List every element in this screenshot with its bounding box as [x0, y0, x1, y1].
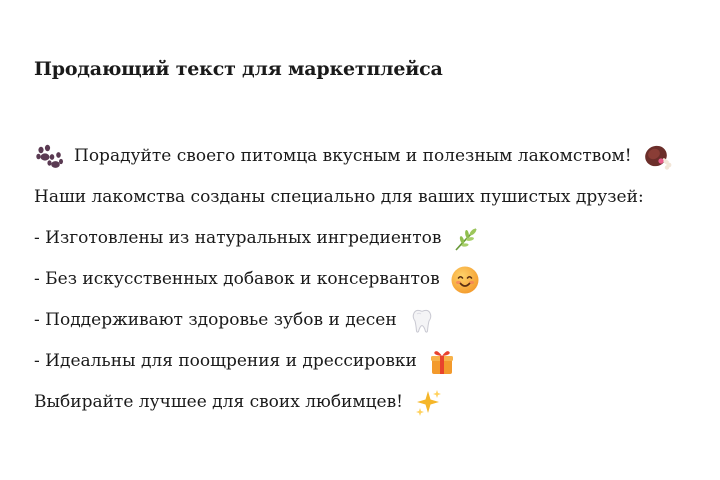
smiling-face-icon — [450, 265, 480, 295]
document-title: Продающий текст для маркетплейса — [34, 58, 443, 80]
text-line-label: Порадуйте своего питомца вкусным и полезным лакомством! — [74, 146, 632, 166]
text-line-label: Выбирайте лучшее для своих любимцев! — [34, 392, 404, 412]
text-line-subtitle — [34, 177, 714, 218]
list-item-label: - Поддерживают здоровье зубов и десен — [34, 310, 397, 330]
herb-icon — [451, 224, 481, 254]
meat-icon — [642, 142, 672, 172]
text-line-intro — [34, 136, 714, 177]
paw-prints-icon — [34, 142, 64, 172]
list-item-label: - Без искусственных добавок и консервантов — [34, 269, 440, 289]
list-item — [34, 218, 714, 259]
document-body — [34, 136, 714, 423]
list-item — [34, 341, 714, 382]
list-item — [34, 259, 714, 300]
gift-icon — [427, 347, 457, 377]
text-line-closing — [34, 382, 714, 423]
sparkles-icon — [413, 388, 443, 418]
list-item-label: - Изготовлены из натуральных ингредиентов — [34, 228, 442, 248]
tooth-icon — [407, 306, 437, 336]
list-item — [34, 300, 714, 341]
list-item-label: - Идеальны для поощрения и дрессировки — [34, 351, 417, 371]
text-line-label: Наши лакомства созданы специально для ваших пушистых друзей: — [34, 187, 644, 207]
